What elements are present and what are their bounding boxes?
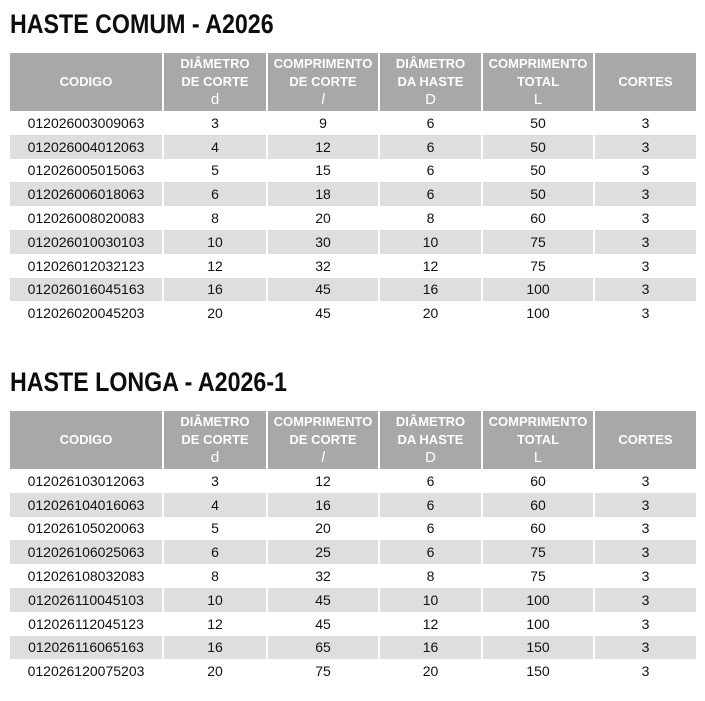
table-row <box>10 564 696 588</box>
table-cell: 3 <box>594 159 696 183</box>
table-cell: 10 <box>163 230 267 254</box>
table-row <box>10 254 696 278</box>
table-row <box>10 182 696 206</box>
table-cell: 6 <box>379 493 482 517</box>
table-row <box>10 493 696 517</box>
table-cell: 3 <box>594 540 696 564</box>
table-cell: 20 <box>379 659 482 683</box>
section-title: HASTE COMUM - A2026 <box>10 9 274 39</box>
table-cell: 100 <box>482 301 594 325</box>
table-cell: 6 <box>379 469 482 493</box>
section-title: HASTE LONGA - A2026-1 <box>10 367 287 397</box>
table-row <box>10 469 696 493</box>
table-cell: 12 <box>267 135 379 159</box>
table-cell: 6 <box>163 540 267 564</box>
product-code-cell: 012026012032123 <box>10 254 163 278</box>
table-header <box>10 53 696 111</box>
product-code-cell: 012026005015063 <box>10 159 163 183</box>
table-cell: 9 <box>267 111 379 135</box>
table-cell: 60 <box>482 469 594 493</box>
column-header-label: COMPRIMENTO <box>488 414 588 429</box>
column-header-label: DE CORTE <box>289 432 357 447</box>
table-cell: 3 <box>594 564 696 588</box>
table-cell: 75 <box>267 659 379 683</box>
table-row <box>10 517 696 541</box>
table-cell: 30 <box>267 230 379 254</box>
table-cell: 8 <box>163 564 267 588</box>
table-cell: 5 <box>163 517 267 541</box>
column-header <box>379 411 482 469</box>
table-cell: 65 <box>267 636 379 660</box>
column-symbol: L <box>533 91 543 108</box>
product-code-cell: 012026008020083 <box>10 206 163 230</box>
table-cell: 3 <box>594 493 696 517</box>
table-cell: 6 <box>379 182 482 206</box>
product-code-cell: 012026108032083 <box>10 564 163 588</box>
column-header-label: COMPRIMENTO <box>273 56 373 71</box>
product-code-cell: 012026103012063 <box>10 469 163 493</box>
column-header-label: DIÂMETRO <box>180 56 250 71</box>
table-cell: 6 <box>163 182 267 206</box>
product-code-cell: 012026105020063 <box>10 517 163 541</box>
table-cell: 3 <box>594 111 696 135</box>
spec-table <box>10 53 696 325</box>
product-code-cell: 012026016045163 <box>10 278 163 302</box>
table-cell: 75 <box>482 564 594 588</box>
spec-table <box>10 411 696 683</box>
table-cell: 50 <box>482 135 594 159</box>
column-symbol: l <box>321 449 325 466</box>
table-cell: 20 <box>379 301 482 325</box>
table-cell: 100 <box>482 612 594 636</box>
table-row <box>10 540 696 564</box>
table-cell: 10 <box>163 588 267 612</box>
product-code-cell: 012026110045103 <box>10 588 163 612</box>
table-header <box>10 411 696 469</box>
column-symbol: D <box>425 91 436 108</box>
table-body <box>10 469 696 683</box>
column-symbol: L <box>533 449 543 466</box>
table-row <box>10 612 696 636</box>
column-header <box>379 53 482 111</box>
column-header <box>10 411 163 469</box>
product-code-cell: 012026006018063 <box>10 182 163 206</box>
column-header-label: TOTAL <box>516 74 560 89</box>
product-code-cell: 012026112045123 <box>10 612 163 636</box>
table-cell: 12 <box>379 612 482 636</box>
column-header-label: DA HASTE <box>397 74 464 89</box>
table-cell: 16 <box>379 278 482 302</box>
column-header-label: DE CORTE <box>181 432 249 447</box>
column-header <box>163 411 267 469</box>
column-symbol: d <box>210 91 220 108</box>
table-cell: 3 <box>594 230 696 254</box>
table-cell: 150 <box>482 636 594 660</box>
section-haste-comum <box>10 8 696 325</box>
table-row <box>10 301 696 325</box>
table-cell: 45 <box>267 612 379 636</box>
section-haste-longa <box>10 366 696 683</box>
table-cell: 16 <box>163 636 267 660</box>
table-cell: 12 <box>379 254 482 278</box>
table-cell: 3 <box>594 278 696 302</box>
table-cell: 3 <box>594 517 696 541</box>
column-header-label: COMPRIMENTO <box>273 414 373 429</box>
table-body <box>10 111 696 325</box>
table-cell: 3 <box>594 206 696 230</box>
table-cell: 3 <box>594 254 696 278</box>
table-row <box>10 659 696 683</box>
table-cell: 12 <box>163 612 267 636</box>
table-cell: 4 <box>163 135 267 159</box>
column-header <box>267 53 379 111</box>
product-code-cell: 012026106025063 <box>10 540 163 564</box>
table-row <box>10 159 696 183</box>
table-cell: 20 <box>163 659 267 683</box>
table-cell: 32 <box>267 564 379 588</box>
table-cell: 25 <box>267 540 379 564</box>
column-header <box>163 53 267 111</box>
table-cell: 32 <box>267 254 379 278</box>
table-cell: 60 <box>482 493 594 517</box>
table-cell: 75 <box>482 540 594 564</box>
table-cell: 8 <box>379 206 482 230</box>
table-cell: 3 <box>594 301 696 325</box>
table-cell: 6 <box>379 111 482 135</box>
table-cell: 6 <box>379 517 482 541</box>
table-cell: 16 <box>379 636 482 660</box>
column-header-label: DIÂMETRO <box>395 414 466 429</box>
column-header <box>482 411 594 469</box>
table-cell: 60 <box>482 206 594 230</box>
table-cell: 8 <box>379 564 482 588</box>
table-cell: 3 <box>594 588 696 612</box>
table-row <box>10 111 696 135</box>
table-cell: 50 <box>482 182 594 206</box>
table-cell: 45 <box>267 301 379 325</box>
table-row <box>10 135 696 159</box>
table-cell: 6 <box>379 540 482 564</box>
table-cell: 75 <box>482 254 594 278</box>
table-cell: 3 <box>594 469 696 493</box>
column-header <box>482 53 594 111</box>
table-cell: 3 <box>594 659 696 683</box>
product-code-cell: 012026004012063 <box>10 135 163 159</box>
table-cell: 16 <box>267 493 379 517</box>
column-symbol: d <box>210 449 220 466</box>
table-cell: 3 <box>163 111 267 135</box>
table-cell: 50 <box>482 111 594 135</box>
table-cell: 150 <box>482 659 594 683</box>
table-cell: 5 <box>163 159 267 183</box>
column-header-label: DE CORTE <box>289 74 357 89</box>
column-header-label: DE CORTE <box>181 74 249 89</box>
table-row <box>10 278 696 302</box>
column-header-label: DIÂMETRO <box>395 56 466 71</box>
table-cell: 60 <box>482 517 594 541</box>
column-header-label: DA HASTE <box>397 432 464 447</box>
table-cell: 4 <box>163 493 267 517</box>
table-cell: 3 <box>594 636 696 660</box>
column-header-label: CODIGO <box>59 432 113 447</box>
table-cell: 100 <box>482 278 594 302</box>
column-header <box>267 411 379 469</box>
table-row <box>10 206 696 230</box>
column-header-label: CORTES <box>618 432 673 447</box>
column-header-label: CORTES <box>618 74 673 89</box>
table-cell: 20 <box>163 301 267 325</box>
table-row <box>10 636 696 660</box>
column-header-label: COMPRIMENTO <box>488 56 588 71</box>
product-code-cell: 012026104016063 <box>10 493 163 517</box>
table-cell: 12 <box>163 254 267 278</box>
column-symbol: l <box>321 91 325 108</box>
product-code-cell: 012026010030103 <box>10 230 163 254</box>
column-header <box>594 411 696 469</box>
table-cell: 3 <box>163 469 267 493</box>
column-header-label: TOTAL <box>516 432 560 447</box>
column-symbol: D <box>425 449 436 466</box>
table-cell: 18 <box>267 182 379 206</box>
table-row <box>10 588 696 612</box>
table-cell: 75 <box>482 230 594 254</box>
column-header <box>10 53 163 111</box>
table-cell: 100 <box>482 588 594 612</box>
table-cell: 8 <box>163 206 267 230</box>
column-header-label: DIÂMETRO <box>180 414 250 429</box>
product-code-cell: 012026020045203 <box>10 301 163 325</box>
table-cell: 6 <box>379 135 482 159</box>
table-cell: 6 <box>379 159 482 183</box>
product-code-cell: 012026116065163 <box>10 636 163 660</box>
table-cell: 16 <box>163 278 267 302</box>
product-code-cell: 012026003009063 <box>10 111 163 135</box>
table-cell: 10 <box>379 230 482 254</box>
product-code-cell: 012026120075203 <box>10 659 163 683</box>
table-cell: 20 <box>267 206 379 230</box>
table-cell: 3 <box>594 612 696 636</box>
table-cell: 50 <box>482 159 594 183</box>
column-header-label: CODIGO <box>59 74 113 89</box>
table-cell: 20 <box>267 517 379 541</box>
table-cell: 12 <box>267 469 379 493</box>
table-cell: 10 <box>379 588 482 612</box>
table-cell: 45 <box>267 278 379 302</box>
table-row <box>10 230 696 254</box>
table-cell: 15 <box>267 159 379 183</box>
table-cell: 3 <box>594 135 696 159</box>
column-header <box>594 53 696 111</box>
table-cell: 3 <box>594 182 696 206</box>
table-cell: 45 <box>267 588 379 612</box>
